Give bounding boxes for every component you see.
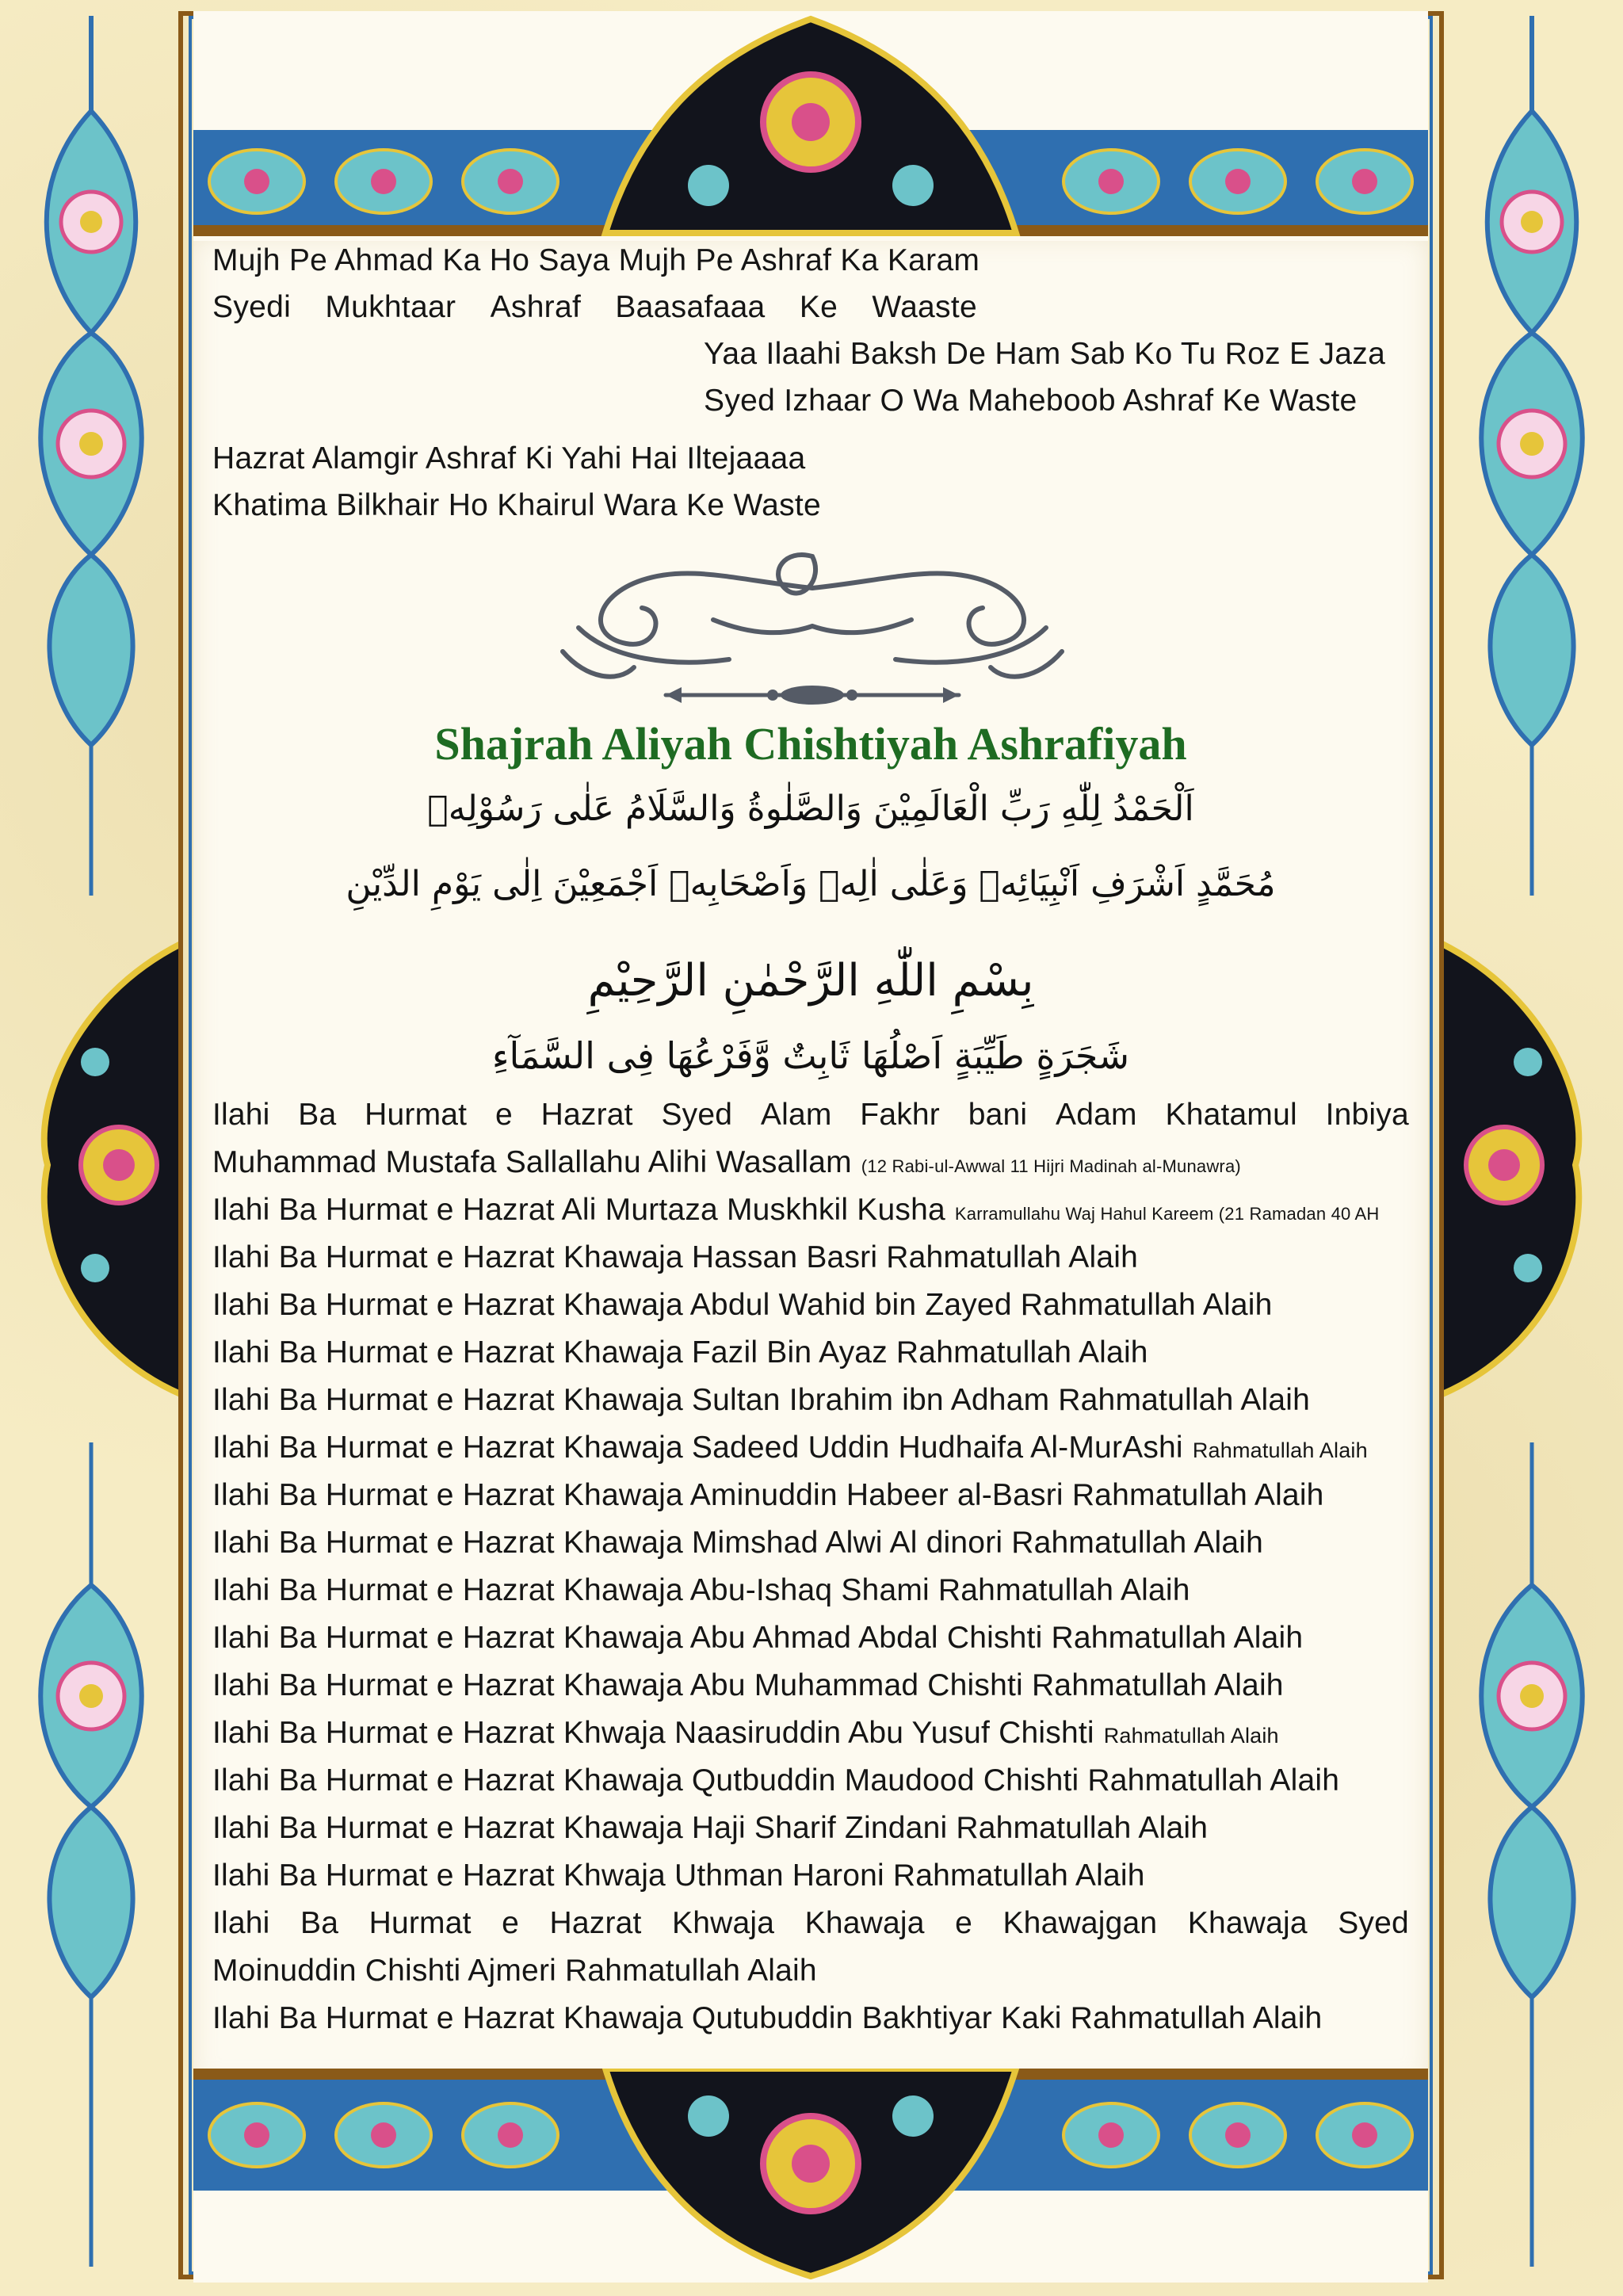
chain-word: e — [495, 1098, 513, 1132]
chain-word: Ba — [298, 1098, 337, 1132]
chain-main-text: Ilahi Ba Hurmat e Hazrat Khawaja Mimshad Alwi Al dinori Rahmatullah Alaih — [212, 1526, 1264, 1560]
verse-line-4: Syed Izhaar O Wa Maheboob Ashraf Ke Waste — [704, 384, 1358, 418]
chain-word: e — [955, 1906, 972, 1940]
chain-main-text: Ilahi Ba Hurmat e Hazrat Khawaja Haji Sharif Zindani Rahmatullah Alaih — [212, 1811, 1209, 1845]
chain-line — [212, 1716, 1409, 1751]
chain-line — [212, 2001, 1409, 2036]
right-side-ornament — [1441, 0, 1623, 2296]
chain-line — [212, 1288, 1409, 1323]
chain-main-text: Ilahi Ba Hurmat e Hazrat Khawaja Abdul Wahid bin Zayed Rahmatullah Alaih — [212, 1288, 1273, 1322]
chain-word: Khawajgan — [1002, 1906, 1158, 1940]
chain-line — [212, 1954, 1409, 1988]
right-arabesque-bottom — [1481, 1442, 1583, 2267]
left-arabesque-bottom — [40, 1442, 142, 2267]
chain-main-text: Ilahi Ba Hurmat e Hazrat Khawaja Abu Ahmad Abdal Chishti Rahmatullah Alaih — [212, 1621, 1304, 1655]
chain-main-text: Ilahi Ba Hurmat e Hazrat Khawaja Hassan Basri Rahmatullah Alaih — [212, 1240, 1138, 1274]
chain-word: Syed — [1338, 1906, 1409, 1940]
document-title: Shajrah Aliyah Chishtiyah Ashrafiyah — [434, 718, 1187, 770]
chain-word: Hazrat — [540, 1098, 633, 1132]
chain-line — [212, 1859, 1409, 1893]
chain-line — [212, 1335, 1409, 1370]
bottom-floral-band — [193, 2069, 1428, 2283]
chain-word: Inbiya — [1325, 1098, 1409, 1132]
chain-word: Khawaja — [804, 1906, 925, 1940]
chain-word: Khatamul — [1165, 1098, 1297, 1132]
verse-word: Ashraf — [490, 290, 582, 324]
chain-word: Khwaja — [672, 1906, 775, 1940]
chain-main-text: Ilahi Ba Hurmat e Hazrat Khawaja Abu-Ishaq Shami Rahmatullah Alaih — [212, 1573, 1190, 1607]
chain-line — [212, 1431, 1409, 1465]
chain-word: Ba — [300, 1906, 339, 1940]
flourish-divider — [547, 533, 1078, 723]
chain-word: Hurmat — [365, 1098, 468, 1132]
chain-line — [212, 1383, 1409, 1418]
chain-word: e — [502, 1906, 520, 1940]
arabic-ayah: شَجَرَةٍ طَيِّبَةٍ اَصْلُهَا ثَابِتٌ وَّفَرْعُهَا فِى السَّمَآءِ — [491, 1034, 1130, 1077]
chain-word: Alam — [760, 1098, 832, 1132]
chain-word: Hazrat — [549, 1906, 642, 1940]
chain-note: Rahmatullah Alaih — [1192, 1438, 1368, 1462]
chain-main-text: Moinuddin Chishti Ajmeri Rahmatullah Alaih — [212, 1954, 817, 1988]
verse-line-3: Yaa Ilaahi Baksh De Ham Sab Ko Tu Roz E Jaza — [704, 337, 1386, 371]
chain-main-text: Muhammad Mustafa Sallallahu Alihi Wasallam — [212, 1145, 852, 1179]
chain-main-text: Ilahi Ba Hurmat e Hazrat Khawaja Qutubuddin Bakhtiyar Kaki Rahmatullah Alaih — [212, 2001, 1323, 2035]
chain-word: Ilahi — [212, 1098, 270, 1132]
chain-main-text: Ilahi Ba Hurmat e Hazrat Khwaja Uthman Haroni Rahmatullah Alaih — [212, 1859, 1145, 1893]
verse-word: Mukhtaar — [325, 290, 456, 324]
chain-line — [212, 1193, 1409, 1228]
chain-note: (12 Rabi-ul-Awwal 11 Hijri Madinah al-Munawra) — [861, 1156, 1241, 1176]
arabic-hamd-line-2: مُحَمَّدٍ اَشْرَفِ اَنْبِيَائِهٖ وَعَلٰى اٰلِهٖ وَاَصْحَابِهٖ اَجْمَعِيْنَ اِلٰى يَوْمِ الدِّيْنِ — [346, 864, 1276, 904]
chain-line — [212, 1763, 1409, 1798]
top-floral-band — [193, 11, 1428, 241]
right-arabesque-top — [1481, 16, 1583, 896]
left-arabesque-top — [40, 16, 142, 896]
chain-word: Syed — [661, 1098, 733, 1132]
chain-line — [212, 1145, 1409, 1180]
chain-line — [212, 1098, 1409, 1133]
verse-line-2 — [212, 290, 977, 325]
chain-note: Karramullahu Waj Hahul Kareem (21 Ramadan 40 AH — [954, 1204, 1380, 1224]
right-arabesque-middle — [1441, 943, 1579, 1395]
verse-line-6: Khatima Bilkhair Ho Khairul Wara Ke Waste — [212, 488, 822, 522]
chain-line — [212, 1573, 1409, 1608]
chain-line — [212, 1906, 1409, 1941]
verse-word: Waaste — [872, 290, 977, 324]
left-side-ornament — [0, 0, 182, 2296]
chain-line — [212, 1668, 1409, 1703]
chain-word: bani — [968, 1098, 1028, 1132]
chain-word: Fakhr — [860, 1098, 940, 1132]
chain-word: Adam — [1056, 1098, 1137, 1132]
chain-main-text: Ilahi Ba Hurmat e Hazrat Ali Murtaza Muskhkil Kusha — [212, 1193, 945, 1227]
chain-line — [212, 1478, 1409, 1513]
chain-main-text: Ilahi Ba Hurmat e Hazrat Khawaja Qutbuddin Maudood Chishti Rahmatullah Alaih — [212, 1763, 1340, 1797]
chain-word: Khawaja — [1187, 1906, 1308, 1940]
chain-main-text: Ilahi Ba Hurmat e Hazrat Khawaja Abu Muhammad Chishti Rahmatullah Alaih — [212, 1668, 1284, 1702]
verse-line-1: Mujh Pe Ahmad Ka Ho Saya Mujh Pe Ashraf Ka Karam — [212, 243, 980, 277]
verse-word: Baasafaaa — [615, 290, 766, 324]
chain-line — [212, 1811, 1409, 1846]
chain-main-text: Ilahi Ba Hurmat e Hazrat Khawaja Sultan Ibrahim ibn Adham Rahmatullah Alaih — [212, 1383, 1311, 1417]
chain-main-text: Ilahi Ba Hurmat e Hazrat Khwaja Naasiruddin Abu Yusuf Chishti — [212, 1716, 1094, 1750]
left-arabesque-middle — [44, 943, 182, 1395]
chain-main-text: Ilahi Ba Hurmat e Hazrat Khawaja Aminuddin Habeer al-Basri Rahmatullah Alaih — [212, 1478, 1324, 1512]
chain-line — [212, 1526, 1409, 1561]
chain-word: Ilahi — [212, 1906, 270, 1940]
bismillah-calligraphy: بِسْمِ اللّٰهِ الرَّحْمٰنِ الرَّحِيْمِ — [587, 955, 1034, 1007]
chain-note: Rahmatullah Alaih — [1103, 1724, 1279, 1748]
arabic-hamd-line-1: اَلْحَمْدُ لِلّٰهِ رَبِّ الْعَالَمِيْنَ وَالصَّلٰوةُ وَالسَّلَامُ عَلٰى رَسُوْلِهٖ — [427, 789, 1194, 829]
chain-word: Hurmat — [369, 1906, 472, 1940]
chain-main-text: Ilahi Ba Hurmat e Hazrat Khawaja Fazil Bin Ayaz Rahmatullah Alaih — [212, 1335, 1148, 1370]
verse-word: Syedi — [212, 290, 292, 324]
chain-main-text: Ilahi Ba Hurmat e Hazrat Khawaja Sadeed Uddin Hudhaifa Al-MurAshi — [212, 1431, 1183, 1465]
verse-line-5: Hazrat Alamgir Ashraf Ki Yahi Hai Iltejaaaa — [212, 441, 806, 476]
chain-line — [212, 1240, 1409, 1275]
verse-word: Ke — [799, 290, 838, 324]
chain-line — [212, 1621, 1409, 1656]
